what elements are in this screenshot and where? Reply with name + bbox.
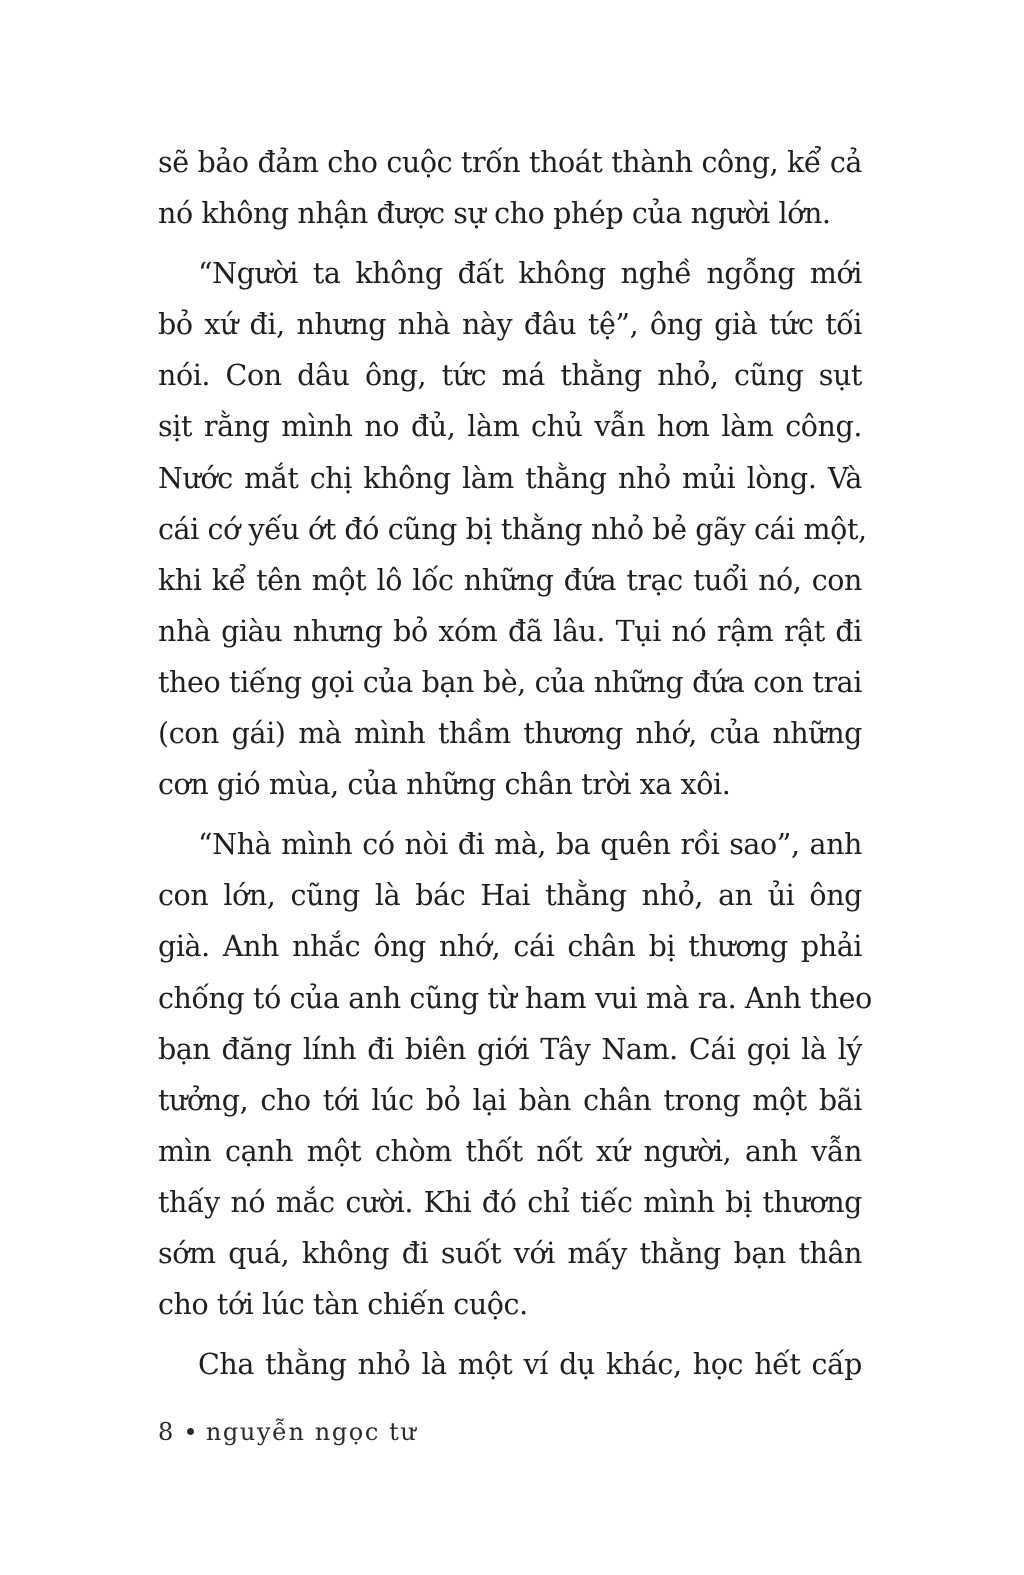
paragraph-4 [158, 1339, 862, 1390]
text-line: cái cớ yếu ớt đó cũng bị thằng nhỏ bẻ gãy cái một, [158, 512, 867, 546]
text-line: Nước mắt chị không làm thằng nhỏ mủi lòng. Và [158, 461, 862, 495]
text-line: khi kể tên một lô lốc những đứa trạc tuổi nó, con [158, 563, 862, 597]
paragraph-1 [158, 137, 862, 239]
text-line: cho tới lúc tàn chiến cuộc. [158, 1288, 528, 1322]
text-line: nhà giàu nhưng bỏ xóm đã lâu. Tụi nó rậm rật đi [158, 614, 862, 648]
text-line: chống tó của anh cũng từ ham vui mà ra. Anh theo [158, 981, 872, 1015]
author-name: nguyễn ngọc tư [205, 1418, 418, 1446]
text-line: sớm quá, không đi suốt với mấy thằng bạn thân [158, 1236, 862, 1270]
text-line: cơn gió mùa, của những chân trời xa xôi. [158, 768, 731, 802]
text-line: theo tiếng gọi của bạn bè, của những đứa con trai [158, 665, 862, 699]
paragraph-3 [158, 819, 872, 1330]
page-number: 8 [158, 1418, 175, 1446]
text-line: Cha thằng nhỏ là một ví dụ khác, học hết cấp [198, 1348, 862, 1382]
text-line: sịt rằng mình no đủ, làm chủ vẫn hơn làm công. [158, 410, 862, 444]
text-line: “Người ta không đất không nghề ngỗng mới [198, 257, 862, 291]
text-line: bạn đăng lính đi biên giới Tây Nam. Cái gọi là lý [158, 1032, 862, 1066]
text-line: già. Anh nhắc ông nhớ, cái chân bị thương phải [158, 930, 862, 964]
text-line: (con gái) mà mình thầm thương nhớ, của những [158, 717, 862, 751]
text-line: con lớn, cũng là bác Hai thằng nhỏ, an ủi ông [158, 879, 862, 913]
bullet-separator-icon [187, 1428, 194, 1435]
paragraph-2 [158, 248, 867, 810]
text-line: tưởng, cho tới lúc bỏ lại bàn chân trong một bãi [158, 1083, 862, 1117]
text-line: sẽ bảo đảm cho cuộc trốn thoát thành công, kể cả [158, 146, 862, 179]
text-line: nói. Con dâu ông, tức má thằng nhỏ, cũng sụt [158, 359, 862, 393]
page-footer [158, 1418, 417, 1446]
text-line: mìn cạnh một chòm thốt nốt xứ người, anh vẫn [158, 1134, 862, 1168]
text-line: thấy nó mắc cười. Khi đó chỉ tiếc mình bị thương [158, 1185, 862, 1219]
text-line: “Nhà mình có nòi đi mà, ba quên rồi sao”, anh [198, 828, 862, 862]
text-line: nó không nhận được sự cho phép của người lớn. [158, 197, 831, 231]
text-line: bỏ xứ đi, nhưng nhà này đâu tệ”, ông già tức tối [158, 308, 862, 342]
body-text [158, 137, 872, 1390]
